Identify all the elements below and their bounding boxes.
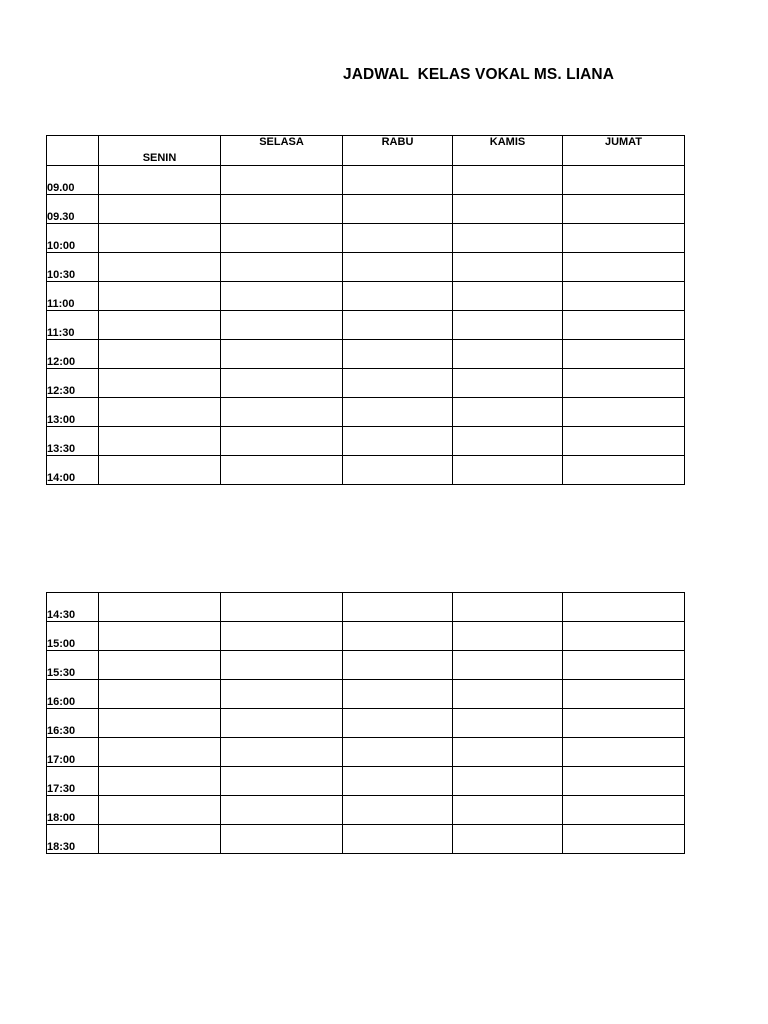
time-label: 09.00 <box>47 166 99 195</box>
table-row <box>47 398 685 427</box>
schedule-slot[interactable] <box>343 709 453 738</box>
schedule-slot[interactable] <box>99 253 221 282</box>
schedule-slot[interactable] <box>343 825 453 854</box>
schedule-slot[interactable] <box>453 166 563 195</box>
time-label: 15:00 <box>47 622 99 651</box>
time-label: 12:00 <box>47 340 99 369</box>
schedule-slot[interactable] <box>99 195 221 224</box>
schedule-slot[interactable] <box>221 738 343 767</box>
schedule-slot[interactable] <box>221 224 343 253</box>
schedule-slot[interactable] <box>563 680 685 709</box>
schedule-slot[interactable] <box>99 709 221 738</box>
schedule-slot[interactable] <box>343 622 453 651</box>
schedule-table-morning <box>46 135 685 485</box>
schedule-slot[interactable] <box>221 767 343 796</box>
table-row <box>47 651 685 680</box>
schedule-slot[interactable] <box>99 767 221 796</box>
time-label: 14:30 <box>47 593 99 622</box>
schedule-slot[interactable] <box>343 369 453 398</box>
schedule-slot[interactable] <box>343 195 453 224</box>
time-label: 18:30 <box>47 825 99 854</box>
table-row <box>47 427 685 456</box>
table-row <box>47 195 685 224</box>
table-row <box>47 340 685 369</box>
schedule-slot[interactable] <box>343 311 453 340</box>
schedule-slot[interactable] <box>453 651 563 680</box>
time-label: 18:00 <box>47 796 99 825</box>
day-header-selasa: SELASA <box>221 136 343 166</box>
schedule-slot[interactable] <box>343 166 453 195</box>
schedule-slot[interactable] <box>563 369 685 398</box>
table-row <box>47 796 685 825</box>
schedule-slot[interactable] <box>343 738 453 767</box>
schedule-slot[interactable] <box>221 340 343 369</box>
table-row <box>47 166 685 195</box>
schedule-slot[interactable] <box>99 369 221 398</box>
schedule-slot[interactable] <box>343 456 453 485</box>
time-label: 15:30 <box>47 651 99 680</box>
schedule-slot[interactable] <box>453 622 563 651</box>
schedule-slot[interactable] <box>221 253 343 282</box>
schedule-slot[interactable] <box>221 796 343 825</box>
time-label: 11:30 <box>47 311 99 340</box>
document-title: JADWAL KELAS VOKAL MS. LIANA <box>343 66 615 83</box>
schedule-slot[interactable] <box>453 282 563 311</box>
schedule-slot[interactable] <box>221 398 343 427</box>
table-row <box>47 680 685 709</box>
schedule-slot[interactable] <box>99 738 221 767</box>
schedule-slot[interactable] <box>453 195 563 224</box>
schedule-slot[interactable] <box>453 340 563 369</box>
day-header-kamis: KAMIS <box>453 136 563 166</box>
table-row <box>47 709 685 738</box>
schedule-slot[interactable] <box>221 427 343 456</box>
day-header-jumat: JUMAT <box>563 136 685 166</box>
time-label: 12:30 <box>47 369 99 398</box>
schedule-slot[interactable] <box>99 680 221 709</box>
schedule-slot[interactable] <box>563 398 685 427</box>
time-label: 11:00 <box>47 282 99 311</box>
table-row <box>47 593 685 622</box>
time-label: 17:30 <box>47 767 99 796</box>
schedule-slot[interactable] <box>221 680 343 709</box>
schedule-slot[interactable] <box>99 622 221 651</box>
table-row <box>47 738 685 767</box>
schedule-slot[interactable] <box>453 796 563 825</box>
time-label: 13:00 <box>47 398 99 427</box>
table-row <box>47 622 685 651</box>
schedule-slot[interactable] <box>563 427 685 456</box>
schedule-slot[interactable] <box>563 796 685 825</box>
day-header-rabu: RABU <box>343 136 453 166</box>
schedule-slot[interactable] <box>453 767 563 796</box>
schedule-slot[interactable] <box>563 340 685 369</box>
time-label: 17:00 <box>47 738 99 767</box>
schedule-slot[interactable] <box>343 680 453 709</box>
schedule-slot[interactable] <box>221 825 343 854</box>
schedule-slot[interactable] <box>99 282 221 311</box>
time-label: 09.30 <box>47 195 99 224</box>
schedule-slot[interactable] <box>453 224 563 253</box>
schedule-slot[interactable] <box>453 593 563 622</box>
schedule-slot[interactable] <box>99 593 221 622</box>
schedule-slot[interactable] <box>453 825 563 854</box>
schedule-slot[interactable] <box>563 166 685 195</box>
schedule-slot[interactable] <box>99 427 221 456</box>
schedule-slot[interactable] <box>343 398 453 427</box>
table-row <box>47 253 685 282</box>
schedule-slot[interactable] <box>99 796 221 825</box>
schedule-slot[interactable] <box>221 166 343 195</box>
schedule-slot[interactable] <box>563 825 685 854</box>
schedule-slot[interactable] <box>343 796 453 825</box>
schedule-slot[interactable] <box>453 311 563 340</box>
table-row <box>47 825 685 854</box>
table-row <box>47 224 685 253</box>
schedule-slot[interactable] <box>343 282 453 311</box>
schedule-slot[interactable] <box>563 253 685 282</box>
table-row <box>47 311 685 340</box>
schedule-slot[interactable] <box>99 456 221 485</box>
schedule-slot[interactable] <box>453 680 563 709</box>
schedule-slot[interactable] <box>563 593 685 622</box>
schedule-slot[interactable] <box>453 398 563 427</box>
time-label: 10:00 <box>47 224 99 253</box>
time-label: 10:30 <box>47 253 99 282</box>
schedule-table-afternoon <box>46 592 685 854</box>
corner-cell <box>47 136 99 166</box>
schedule-slot[interactable] <box>221 456 343 485</box>
schedule-slot[interactable] <box>563 282 685 311</box>
schedule-slot[interactable] <box>99 340 221 369</box>
schedule-slot[interactable] <box>563 767 685 796</box>
table-row <box>47 282 685 311</box>
schedule-slot[interactable] <box>221 195 343 224</box>
schedule-slot[interactable] <box>453 253 563 282</box>
time-label: 16:00 <box>47 680 99 709</box>
schedule-slot[interactable] <box>221 651 343 680</box>
time-label: 16:30 <box>47 709 99 738</box>
schedule-slot[interactable] <box>453 427 563 456</box>
schedule-slot[interactable] <box>99 224 221 253</box>
schedule-slot[interactable] <box>563 456 685 485</box>
schedule-slot[interactable] <box>453 709 563 738</box>
schedule-slot[interactable] <box>343 253 453 282</box>
schedule-slot[interactable] <box>221 282 343 311</box>
schedule-slot[interactable] <box>343 427 453 456</box>
schedule-slot[interactable] <box>221 593 343 622</box>
time-label: 14:00 <box>47 456 99 485</box>
schedule-slot[interactable] <box>563 709 685 738</box>
day-header-senin: SENIN <box>99 136 221 166</box>
schedule-slot[interactable] <box>343 767 453 796</box>
schedule-slot[interactable] <box>563 622 685 651</box>
schedule-slot[interactable] <box>221 709 343 738</box>
schedule-slot[interactable] <box>99 825 221 854</box>
schedule-slot[interactable] <box>343 651 453 680</box>
schedule-slot[interactable] <box>453 738 563 767</box>
schedule-slot[interactable] <box>99 311 221 340</box>
schedule-slot[interactable] <box>221 622 343 651</box>
schedule-slot[interactable] <box>563 651 685 680</box>
time-label: 13:30 <box>47 427 99 456</box>
table-row <box>47 767 685 796</box>
schedule-slot[interactable] <box>99 651 221 680</box>
schedule-slot[interactable] <box>453 456 563 485</box>
schedule-slot[interactable] <box>563 311 685 340</box>
table-header-row <box>47 136 685 166</box>
schedule-slot[interactable] <box>343 593 453 622</box>
table-row <box>47 369 685 398</box>
schedule-slot[interactable] <box>221 311 343 340</box>
table-row <box>47 456 685 485</box>
schedule-slot[interactable] <box>563 738 685 767</box>
schedule-slot[interactable] <box>343 224 453 253</box>
schedule-slot[interactable] <box>563 195 685 224</box>
schedule-slot[interactable] <box>453 369 563 398</box>
schedule-slot[interactable] <box>343 340 453 369</box>
schedule-slot[interactable] <box>221 369 343 398</box>
schedule-slot[interactable] <box>99 166 221 195</box>
schedule-slot[interactable] <box>99 398 221 427</box>
schedule-slot[interactable] <box>563 224 685 253</box>
